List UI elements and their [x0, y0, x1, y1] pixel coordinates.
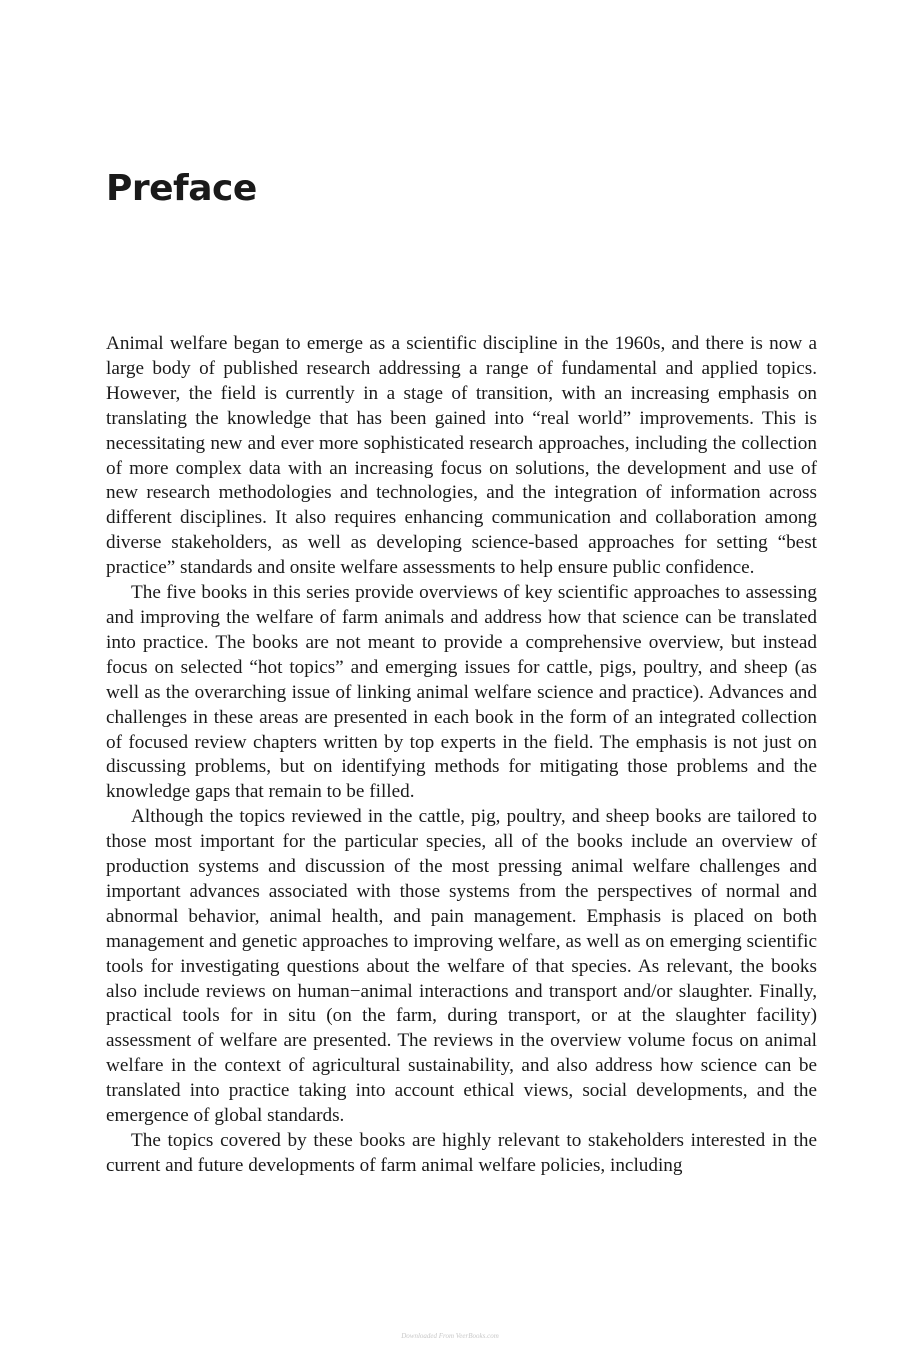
paragraph-1: Animal welfare began to emerge as a scientific discipline in the 1960s, and there is now a large body of published research addressing a range of fundamental and applied topics. However, the field is currently in a stage of transition, with an increasing emphasis on translating the knowledge that has been gained into “real world” improvements. This is necessitating new and ever more sophisticated research approaches, including the collection of more complex data with an increasing focus on solutions, the development and use of new research methodologies and technologies, and the integration of information across different disciplines. It also requires enhancing communication and collaboration among diverse stakeholders, as well as developing science-based approaches for setting “best practice” standards and onsite welfare assessments to help ensure public confidence. — [106, 333, 817, 579]
footer-watermark: Downloaded From VeerBooks.com — [401, 1332, 499, 1340]
paragraph-3: Although the topics reviewed in the cattle, pig, poultry, and sheep books are tailored to those most important for the particular species, all of the books include an overview of production systems and discussion of the most pressing animal welfare challenges and important advances associated with those systems from the perspectives of normal and abnormal behavior, animal health, and pain management. Emphasis is placed on both management and genetic approaches to improving welfare, as well as on emerging scientific tools for investigating questions about the welfare of that species. As relevant, the books also include reviews on human−animal interactions and transport and/or slaughter. Finally, practical tools for in situ (on the farm, during transport, or at the slaughter facility) assessment of welfare are presented. The reviews in the overview volume focus on animal welfare in the context of agricultural sustainability, and also address how science can be translated into practice taking into account ethical views, social developments, and the emergence of global standards. — [106, 806, 817, 1127]
paragraph-4: The topics covered by these books are highly relevant to stakeholders interested in the current and future developments of farm animal welfare policies, including — [106, 1130, 817, 1176]
paragraph-2: The five books in this series provide overviews of key scientific approaches to assessing and improving the welfare of farm animals and address how that science can be translated into practice. The books are not meant to provide a comprehensive overview, but instead focus on selected “hot topics” and emerging issues for cattle, pigs, poultry, and sheep (as well as the overarching issue of linking animal welfare science and practice). Advances and challenges in these areas are presented in each book in the form of an integrated collection of focused review chapters written by top experts in the field. The emphasis is not just on discussing problems, but on identifying methods for mitigating those problems and the knowledge gaps that remain to be filled. — [106, 582, 817, 803]
preface-body — [106, 332, 817, 1179]
page-title: Preface — [106, 168, 257, 209]
